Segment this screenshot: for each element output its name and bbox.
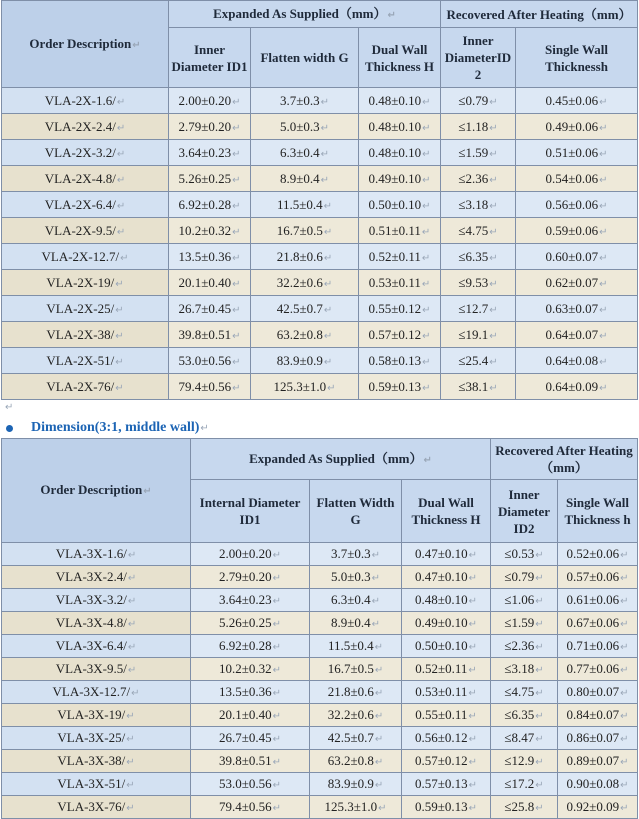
table-row [2, 192, 638, 218]
cell-inner-diameter: 10.2±0.32↵ [191, 658, 310, 681]
table-row [2, 727, 638, 750]
cell-inner-diameter: 39.8±0.51↵ [169, 322, 251, 348]
cell-order-code: VLA-2X-1.6/↵ [2, 88, 169, 114]
cell-flatten-width: 63.2±0.8↵ [310, 750, 402, 773]
cell-flatten-width: 11.5±0.4↵ [310, 635, 402, 658]
cell-inner-diameter: 79.4±0.56↵ [169, 374, 251, 400]
section-title: Dimension(3:1, middle wall) [31, 420, 200, 435]
header-inner-diameter2: Inner DiameterID 2 [441, 28, 516, 88]
table-row [2, 322, 638, 348]
cell-dual-wall: 0.49±0.10↵ [402, 612, 491, 635]
table-row [2, 589, 638, 612]
cell-recovered-diameter: ≤0.79↵ [441, 88, 516, 114]
cell-order-code: VLA-2X-3.2/↵ [2, 140, 169, 166]
cell-dual-wall: 0.57±0.12↵ [402, 750, 491, 773]
cell-single-wall: 0.45±0.06↵ [516, 88, 638, 114]
cell-inner-diameter: 79.4±0.56↵ [191, 796, 310, 819]
cell-dual-wall: 0.49±0.10↵ [359, 166, 441, 192]
cell-single-wall: 0.52±0.06↵ [558, 543, 638, 566]
cell-flatten-width: 6.3±0.4↵ [251, 140, 359, 166]
cell-dual-wall: 0.48±0.10↵ [359, 114, 441, 140]
cell-dual-wall: 0.56±0.12↵ [402, 727, 491, 750]
section-heading: Dimension(3:1, middle wall) ↵ [6, 418, 606, 438]
cell-inner-diameter: 26.7±0.45↵ [191, 727, 310, 750]
cell-order-code: VLA-2X-76/↵ [2, 374, 169, 400]
paragraph-mark: ↵ [5, 402, 14, 413]
cell-dual-wall: 0.58±0.13↵ [359, 348, 441, 374]
cell-dual-wall: 0.52±0.11↵ [402, 658, 491, 681]
cell-order-code: VLA-2X-9.5/↵ [2, 218, 169, 244]
header-recovered-group: Recovered After Heating（mm） [491, 439, 638, 480]
table-row [2, 114, 638, 140]
cell-dual-wall: 0.50±0.10↵ [359, 192, 441, 218]
cell-order-code: VLA-3X-76/↵ [2, 796, 191, 819]
cell-flatten-width: 42.5±0.7↵ [310, 727, 402, 750]
header-dual-wall: Dual Wall Thickness H [359, 28, 441, 88]
cell-single-wall: 0.89±0.07↵ [558, 750, 638, 773]
cell-inner-diameter: 13.5±0.36↵ [169, 244, 251, 270]
cell-dual-wall: 0.57±0.12↵ [359, 322, 441, 348]
dimension-table-3x [1, 438, 638, 819]
cell-dual-wall: 0.48±0.10↵ [359, 140, 441, 166]
cell-single-wall: 0.92±0.09↵ [558, 796, 638, 819]
cell-recovered-diameter: ≤2.36↵ [491, 635, 558, 658]
cell-single-wall: 0.51±0.06↵ [516, 140, 638, 166]
cell-flatten-width: 125.3±1.0↵ [310, 796, 402, 819]
header-flatten-width: Flatten Width G [310, 480, 402, 543]
cell-dual-wall: 0.50±0.10↵ [402, 635, 491, 658]
cell-order-code: VLA-3X-51/↵ [2, 773, 191, 796]
cell-single-wall: 0.60±0.07↵ [516, 244, 638, 270]
table-row [2, 88, 638, 114]
cell-order-code: VLA-3X-3.2/↵ [2, 589, 191, 612]
cell-single-wall: 0.84±0.07↵ [558, 704, 638, 727]
header-order-description: Order Description↵ [2, 439, 191, 543]
cell-inner-diameter: 53.0±0.56↵ [191, 773, 310, 796]
cell-recovered-diameter: ≤2.36↵ [441, 166, 516, 192]
table-row [2, 750, 638, 773]
cell-order-code: VLA-3X-4.8/↵ [2, 612, 191, 635]
header-single-wall: Single Wall Thicknessh [516, 28, 638, 88]
header-expanded-group: Expanded As Supplied（mm）↵ [169, 1, 441, 28]
table-row [2, 681, 638, 704]
table-row [2, 658, 638, 681]
cell-single-wall: 0.67±0.06↵ [558, 612, 638, 635]
header-recovered-group: Recovered After Heating（mm） [441, 1, 638, 28]
cell-single-wall: 0.57±0.06↵ [558, 566, 638, 589]
cell-dual-wall: 0.59±0.13↵ [359, 374, 441, 400]
table-row [2, 296, 638, 322]
header-order-description: Order Description↵ [2, 1, 169, 88]
table-row [2, 348, 638, 374]
cell-recovered-diameter: ≤3.18↵ [491, 658, 558, 681]
cell-dual-wall: 0.53±0.11↵ [402, 681, 491, 704]
cell-order-code: VLA-2X-19/↵ [2, 270, 169, 296]
cell-single-wall: 0.71±0.06↵ [558, 635, 638, 658]
cell-dual-wall: 0.53±0.11↵ [359, 270, 441, 296]
cell-order-code: VLA-3X-9.5/↵ [2, 658, 191, 681]
bullet-icon [6, 425, 13, 432]
cell-inner-diameter: 3.64±0.23↵ [169, 140, 251, 166]
cell-single-wall: 0.90±0.08↵ [558, 773, 638, 796]
cell-inner-diameter: 2.00±0.20↵ [191, 543, 310, 566]
cell-dual-wall: 0.48±0.10↵ [402, 589, 491, 612]
cell-order-code: VLA-2X-4.8/↵ [2, 166, 169, 192]
cell-recovered-diameter: ≤38.1↵ [441, 374, 516, 400]
table-row [2, 635, 638, 658]
cell-recovered-diameter: ≤0.79↵ [491, 566, 558, 589]
cell-order-code: VLA-3X-12.7/↵ [2, 681, 191, 704]
cell-flatten-width: 16.7±0.5↵ [251, 218, 359, 244]
cell-inner-diameter: 53.0±0.56↵ [169, 348, 251, 374]
cell-recovered-diameter: ≤1.59↵ [491, 612, 558, 635]
cell-dual-wall: 0.52±0.11↵ [359, 244, 441, 270]
cell-flatten-width: 32.2±0.6↵ [310, 704, 402, 727]
cell-single-wall: 0.63±0.07↵ [516, 296, 638, 322]
cell-recovered-diameter: ≤12.7↵ [441, 296, 516, 322]
cell-flatten-width: 8.9±0.4↵ [251, 166, 359, 192]
cell-inner-diameter: 20.1±0.40↵ [191, 704, 310, 727]
cell-recovered-diameter: ≤6.35↵ [441, 244, 516, 270]
cell-inner-diameter: 2.79±0.20↵ [191, 566, 310, 589]
cell-single-wall: 0.64±0.08↵ [516, 348, 638, 374]
cell-inner-diameter: 10.2±0.32↵ [169, 218, 251, 244]
cell-recovered-diameter: ≤1.59↵ [441, 140, 516, 166]
cell-recovered-diameter: ≤0.53↵ [491, 543, 558, 566]
cell-flatten-width: 11.5±0.4↵ [251, 192, 359, 218]
cell-inner-diameter: 2.79±0.20↵ [169, 114, 251, 140]
cell-flatten-width: 5.0±0.3↵ [251, 114, 359, 140]
cell-inner-diameter: 26.7±0.45↵ [169, 296, 251, 322]
cell-single-wall: 0.80±0.07↵ [558, 681, 638, 704]
header-internal-diameter: Internal Diameter ID1 [191, 480, 310, 543]
cell-recovered-diameter: ≤9.53↵ [441, 270, 516, 296]
table-row [2, 543, 638, 566]
cell-dual-wall: 0.57±0.13↵ [402, 773, 491, 796]
cell-flatten-width: 125.3±1.0↵ [251, 374, 359, 400]
cell-single-wall: 0.54±0.06↵ [516, 166, 638, 192]
header-inner-diameter: Inner Diameter ID1 [169, 28, 251, 88]
table-row [2, 796, 638, 819]
cell-dual-wall: 0.48±0.10↵ [359, 88, 441, 114]
cell-flatten-width: 21.8±0.6↵ [251, 244, 359, 270]
cell-order-code: VLA-2X-38/↵ [2, 322, 169, 348]
header-flatten-width: Flatten width G [251, 28, 359, 88]
cell-flatten-width: 8.9±0.4↵ [310, 612, 402, 635]
cell-recovered-diameter: ≤19.1↵ [441, 322, 516, 348]
cell-order-code: VLA-3X-19/↵ [2, 704, 191, 727]
header-single-wall: Single Wall Thickness h [558, 480, 638, 543]
cell-dual-wall: 0.59±0.13↵ [402, 796, 491, 819]
cell-recovered-diameter: ≤8.47↵ [491, 727, 558, 750]
cell-inner-diameter: 6.92±0.28↵ [169, 192, 251, 218]
table-row [2, 270, 638, 296]
cell-dual-wall: 0.47±0.10↵ [402, 566, 491, 589]
cell-inner-diameter: 20.1±0.40↵ [169, 270, 251, 296]
cell-recovered-diameter: ≤4.75↵ [441, 218, 516, 244]
cell-single-wall: 0.61±0.06↵ [558, 589, 638, 612]
cell-order-code: VLA-3X-38/↵ [2, 750, 191, 773]
table-row [2, 704, 638, 727]
cell-order-code: VLA-2X-25/↵ [2, 296, 169, 322]
table-body [2, 543, 638, 819]
header-expanded-group: Expanded As Supplied（mm）↵ [191, 439, 491, 480]
table-row [2, 566, 638, 589]
cell-inner-diameter: 5.26±0.25↵ [191, 612, 310, 635]
cell-single-wall: 0.62±0.07↵ [516, 270, 638, 296]
cell-inner-diameter: 2.00±0.20↵ [169, 88, 251, 114]
table-row [2, 218, 638, 244]
cell-flatten-width: 42.5±0.7↵ [251, 296, 359, 322]
cell-dual-wall: 0.55±0.12↵ [359, 296, 441, 322]
cell-flatten-width: 6.3±0.4↵ [310, 589, 402, 612]
cell-flatten-width: 3.7±0.3↵ [310, 543, 402, 566]
cell-order-code: VLA-3X-1.6/↵ [2, 543, 191, 566]
header-dual-wall: Dual Wall Thickness H [402, 480, 491, 543]
cell-recovered-diameter: ≤1.18↵ [441, 114, 516, 140]
dimension-table-2x [1, 0, 638, 400]
cell-single-wall: 0.86±0.07↵ [558, 727, 638, 750]
table-row [2, 244, 638, 270]
cell-dual-wall: 0.55±0.11↵ [402, 704, 491, 727]
table-row [2, 140, 638, 166]
cell-flatten-width: 83.9±0.9↵ [310, 773, 402, 796]
cell-recovered-diameter: ≤17.2↵ [491, 773, 558, 796]
cell-single-wall: 0.59±0.06↵ [516, 218, 638, 244]
cell-order-code: VLA-2X-12.7/↵ [2, 244, 169, 270]
cell-recovered-diameter: ≤25.4↵ [441, 348, 516, 374]
cell-inner-diameter: 5.26±0.25↵ [169, 166, 251, 192]
table-row [2, 773, 638, 796]
header-inner-diameter2: Inner Diameter ID2 [491, 480, 558, 543]
cell-order-code: VLA-3X-25/↵ [2, 727, 191, 750]
table-row [2, 166, 638, 192]
cell-order-code: VLA-2X-6.4/↵ [2, 192, 169, 218]
cell-recovered-diameter: ≤12.9↵ [491, 750, 558, 773]
cell-recovered-diameter: ≤6.35↵ [491, 704, 558, 727]
cell-order-code: VLA-2X-51/↵ [2, 348, 169, 374]
cell-flatten-width: 16.7±0.5↵ [310, 658, 402, 681]
cell-single-wall: 0.49±0.06↵ [516, 114, 638, 140]
cell-order-code: VLA-2X-2.4/↵ [2, 114, 169, 140]
cell-recovered-diameter: ≤3.18↵ [441, 192, 516, 218]
cell-flatten-width: 3.7±0.3↵ [251, 88, 359, 114]
cell-single-wall: 0.77±0.06↵ [558, 658, 638, 681]
cell-inner-diameter: 6.92±0.28↵ [191, 635, 310, 658]
table-row [2, 612, 638, 635]
cell-recovered-diameter: ≤4.75↵ [491, 681, 558, 704]
table-row [2, 374, 638, 400]
cell-recovered-diameter: ≤25.8↵ [491, 796, 558, 819]
cell-order-code: VLA-3X-6.4/↵ [2, 635, 191, 658]
cell-dual-wall: 0.51±0.11↵ [359, 218, 441, 244]
cell-dual-wall: 0.47±0.10↵ [402, 543, 491, 566]
cell-inner-diameter: 13.5±0.36↵ [191, 681, 310, 704]
cell-flatten-width: 32.2±0.6↵ [251, 270, 359, 296]
cell-single-wall: 0.64±0.09↵ [516, 374, 638, 400]
cell-flatten-width: 5.0±0.3↵ [310, 566, 402, 589]
cell-flatten-width: 21.8±0.6↵ [310, 681, 402, 704]
cell-single-wall: 0.64±0.07↵ [516, 322, 638, 348]
cell-recovered-diameter: ≤1.06↵ [491, 589, 558, 612]
cell-flatten-width: 63.2±0.8↵ [251, 322, 359, 348]
cell-inner-diameter: 39.8±0.51↵ [191, 750, 310, 773]
cell-flatten-width: 83.9±0.9↵ [251, 348, 359, 374]
table-body [2, 88, 638, 400]
cell-inner-diameter: 3.64±0.23↵ [191, 589, 310, 612]
cell-order-code: VLA-3X-2.4/↵ [2, 566, 191, 589]
cell-single-wall: 0.56±0.06↵ [516, 192, 638, 218]
